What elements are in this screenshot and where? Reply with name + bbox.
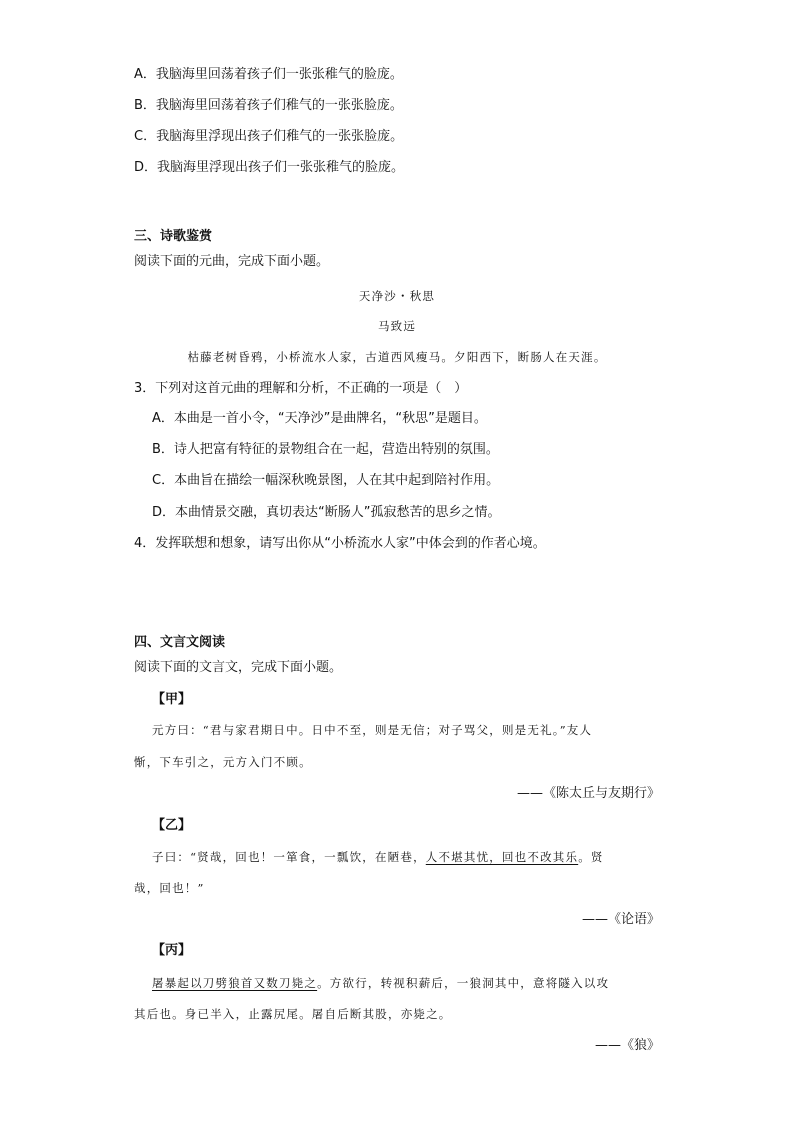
passage-jia-line1: 元方曰：“君与家君期日中。日中不至，则是无信；对子骂父，则是无礼。”友人 bbox=[152, 723, 593, 737]
option-a: A．我脑海里回荡着孩子们一张张稚气的脸庞。 bbox=[134, 67, 403, 82]
passage-jia-line2: 惭，下车引之，元方入门不顾。 bbox=[134, 755, 312, 769]
section4-heading: 四、文言文阅读 bbox=[134, 635, 226, 650]
poem-text: 枯藤老树昏鸦，小桥流水人家，古道西风瘦马。夕阳西下，断肠人在天涯。 bbox=[187, 350, 607, 364]
option-c: C．我脑海里浮现出孩子们稚气的一张张脸庞。 bbox=[134, 129, 404, 144]
passage-bing-underlined: 屠暴起以刀劈狼首又数刀毙之 bbox=[152, 976, 318, 990]
question-3-option-c: C．本曲旨在描绘一幅深秋晚景图，人在其中起到陪衬作用。 bbox=[152, 473, 500, 488]
passage-yi-source: ——《论语》 bbox=[581, 912, 660, 927]
passage-bing-text-post: 。方欲行，转视积薪后，一狼洞其中，意将隧入以攻 bbox=[317, 976, 610, 990]
question-3-option-b: B．诗人把富有特征的景物组合在一起，营造出特别的氛围。 bbox=[152, 442, 499, 457]
question-3-option-a: A．本曲是一首小令，“天净沙”是曲牌名，“秋思”是题目。 bbox=[152, 411, 487, 426]
passage-yi-line2: 哉，回也！” bbox=[134, 881, 205, 895]
option-b: B．我脑海里回荡着孩子们稚气的一张张脸庞。 bbox=[134, 98, 403, 113]
option-d: D．我脑海里浮现出孩子们一张张稚气的脸庞。 bbox=[134, 160, 405, 175]
passage-bing-label: 【丙】 bbox=[152, 943, 192, 958]
passage-yi-label: 【乙】 bbox=[152, 818, 192, 833]
question-3-stem: 3．下列对这首元曲的理解和分析，不正确的一项是（ ） bbox=[134, 381, 468, 396]
passage-yi-text-post: 。贤 bbox=[578, 850, 604, 864]
poem-title: 天净沙・秋思 bbox=[358, 289, 436, 303]
section3-instruction: 阅读下面的元曲，完成下面小题。 bbox=[134, 254, 330, 269]
passage-bing-line1 bbox=[152, 975, 609, 991]
poem-author: 马致远 bbox=[377, 319, 417, 333]
question-3-option-d: D．本曲情景交融，真切表达“断肠人”孤寂愁苦的思乡之情。 bbox=[152, 505, 501, 520]
passage-jia-source: ——《陈太丘与友期行》 bbox=[516, 786, 660, 801]
passage-jia-label: 【甲】 bbox=[152, 692, 192, 707]
question-4: 4．发挥联想和想象，请写出你从“小桥流水人家”中体会到的作者心境。 bbox=[134, 536, 546, 551]
passage-bing-source: ——《狼》 bbox=[594, 1038, 660, 1053]
passage-yi-text-pre: 子曰：“贤哉，回也！一箪食，一瓢饮，在陋巷， bbox=[152, 850, 426, 864]
passage-bing-line2: 其后也。身已半入，止露尻尾。屠自后断其股，亦毙之。 bbox=[134, 1007, 452, 1021]
passage-yi-line1 bbox=[152, 849, 604, 865]
section4-instruction: 阅读下面的文言文，完成下面小题。 bbox=[134, 660, 343, 675]
section3-heading: 三、诗歌鉴赏 bbox=[134, 229, 213, 244]
passage-yi-underlined: 人不堪其忧，回也不改其乐 bbox=[425, 850, 579, 864]
